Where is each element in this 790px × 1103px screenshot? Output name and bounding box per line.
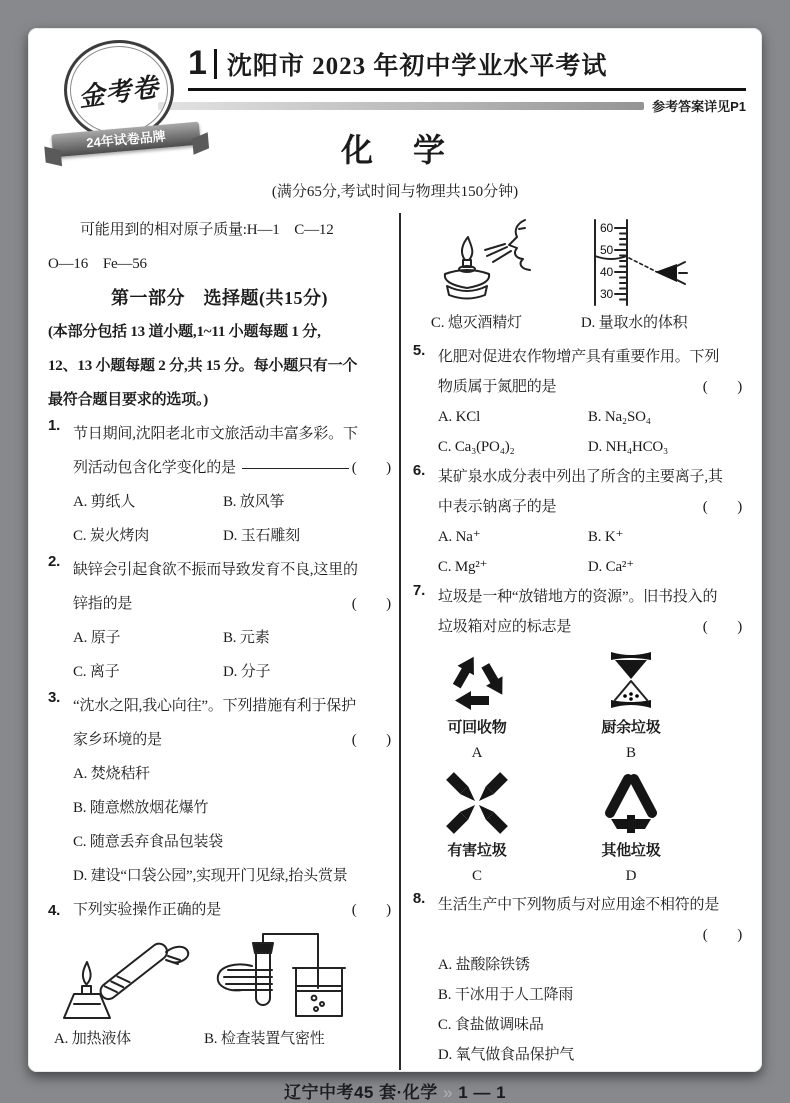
question-5 bbox=[413, 342, 742, 462]
question-stem: 中表示钠离子的是 bbox=[437, 499, 557, 515]
question-stem: 物质属于氮肥的是 bbox=[437, 379, 557, 395]
question-1 bbox=[48, 417, 391, 553]
waste-symbol-letter: C bbox=[472, 868, 482, 884]
option: A. 盐酸除铁锈 bbox=[437, 957, 530, 973]
option: B. 元素 bbox=[223, 630, 270, 646]
eye-icon bbox=[655, 262, 687, 284]
cylinder-tick-label: 30 bbox=[599, 287, 613, 301]
cylinder-tick-label: 40 bbox=[599, 265, 613, 279]
exam-page bbox=[28, 28, 762, 1102]
option: B. Na₂SO₄ bbox=[587, 409, 651, 425]
option: D. 分子 bbox=[223, 664, 271, 680]
brand-ribbon: 24年试卷品牌 bbox=[51, 122, 200, 158]
answer-bracket: ( ) bbox=[702, 499, 742, 515]
option: C. 炭火烤肉 bbox=[73, 528, 150, 544]
answer-bracket: ( ) bbox=[702, 379, 742, 395]
question-7 bbox=[413, 582, 742, 888]
subject-title: 化 学 bbox=[340, 132, 449, 168]
answer-reference: 参考答案详见P1 bbox=[652, 99, 746, 114]
answer-bracket: ( ) bbox=[702, 927, 742, 943]
stem-rule-line bbox=[242, 468, 349, 469]
atomic-mass-line: O—16 Fe—56 bbox=[48, 256, 147, 272]
header-gray-bar bbox=[158, 102, 644, 110]
option: D. 建设“口袋公园”,实现开门见绿,抬头赏景 bbox=[73, 868, 348, 884]
option: D. Ca²⁺ bbox=[587, 559, 634, 575]
question-number: 1. bbox=[48, 417, 61, 434]
option: D. 玉石雕刻 bbox=[223, 528, 300, 544]
question-stem: 家乡环境的是 bbox=[73, 732, 162, 748]
right-column bbox=[399, 213, 742, 1070]
cylinder-tick-label: 60 bbox=[599, 221, 613, 235]
option: A. KCl bbox=[437, 409, 481, 425]
cylinder-tick-label: 50 bbox=[599, 243, 613, 257]
question-stem: “沈水之阳,我心向往”。下列措施有利于保护 bbox=[73, 698, 356, 714]
answer-bracket: ( ) bbox=[351, 902, 391, 918]
option: B. 放风筝 bbox=[223, 494, 285, 510]
header bbox=[188, 28, 746, 115]
section-note: 12、13 小题每题 2 分,共 15 分。每小题只有一个 bbox=[48, 358, 358, 374]
question-2 bbox=[48, 553, 391, 689]
option: C. Mg²⁺ bbox=[437, 559, 488, 575]
waste-symbol-cell bbox=[575, 771, 687, 888]
waste-symbol-letter: B bbox=[626, 745, 636, 761]
question-number: 2. bbox=[48, 553, 61, 570]
series-title: 辽宁中考45 套·化学 bbox=[283, 1083, 438, 1102]
question-number: 8. bbox=[412, 890, 426, 907]
exam-meta: (满分65分,考试时间与物理共150分钟) bbox=[271, 184, 519, 200]
question-stem: 垃圾是一种“放错地方的资源”。旧书投入的 bbox=[437, 589, 718, 605]
answer-bracket: ( ) bbox=[351, 596, 391, 612]
answer-bracket: ( ) bbox=[351, 732, 391, 748]
option: C. Ca₃(PO₄)₂ bbox=[437, 439, 515, 455]
answer-bracket: ( ) bbox=[702, 619, 742, 635]
option: C. 随意丢弃食品包装袋 bbox=[73, 834, 224, 850]
waste-symbol-letter: A bbox=[471, 745, 483, 761]
waste-symbol-label: 厨余垃圾 bbox=[601, 720, 661, 736]
option: B. K⁺ bbox=[587, 529, 624, 545]
left-column bbox=[48, 213, 399, 1070]
answer-bracket: ( ) bbox=[351, 460, 391, 476]
figure-label: A. 加热液体 bbox=[54, 1031, 131, 1047]
figure-label: D. 量取水的体积 bbox=[580, 315, 688, 331]
question-stem: 某矿泉水成分表中列出了所含的主要离子,其 bbox=[437, 469, 723, 485]
section-note: 最符合题目要求的选项。) bbox=[48, 392, 209, 408]
atomic-mass-line: 可能用到的相对原子质量:H—1 C—12 bbox=[80, 222, 334, 238]
heating-liquid-figure bbox=[48, 930, 198, 1022]
question-3 bbox=[48, 689, 391, 893]
index-divider bbox=[214, 49, 217, 79]
question-8 bbox=[413, 890, 742, 1070]
waste-symbol-label: 可回收物 bbox=[447, 720, 507, 736]
airtightness-check-figure bbox=[198, 930, 363, 1022]
waste-symbol-cell bbox=[421, 771, 533, 888]
question-number: 6. bbox=[412, 462, 426, 479]
question-stem: 缺锌会引起食欲不振而导致发育不良,这里的 bbox=[73, 562, 358, 578]
option: A. 剪纸人 bbox=[73, 494, 136, 510]
page-footer bbox=[28, 1078, 762, 1103]
exam-index: 1 bbox=[188, 44, 207, 82]
option: C. 离子 bbox=[73, 664, 120, 680]
option: A. 原子 bbox=[73, 630, 121, 646]
question-stem: 下列实验操作正确的是 bbox=[73, 902, 222, 918]
question-stem: 化肥对促进农作物增产具有重要作用。下列 bbox=[437, 349, 720, 365]
question-stem: 锌指的是 bbox=[73, 596, 133, 612]
extinguish-lamp-figure bbox=[413, 216, 565, 308]
option: B. 随意燃放烟花爆竹 bbox=[73, 800, 209, 816]
option: B. 干冰用于人工降雨 bbox=[437, 987, 574, 1003]
question-4 bbox=[48, 893, 391, 1056]
option: A. Na⁺ bbox=[437, 529, 481, 545]
question-6 bbox=[413, 462, 742, 582]
waste-symbol-letter: D bbox=[625, 868, 637, 884]
option: A. 焚烧秸秆 bbox=[73, 766, 150, 782]
content-columns bbox=[28, 213, 762, 1070]
header-rule bbox=[188, 88, 746, 91]
question-stem: 节日期间,沈阳老北市文旅活动丰富多彩。下 bbox=[73, 426, 358, 442]
figure-label: C. 熄灭酒精灯 bbox=[430, 315, 522, 331]
other-waste-icon bbox=[599, 771, 663, 835]
recycle-icon bbox=[445, 648, 509, 712]
measuring-cylinder-figure bbox=[565, 216, 715, 308]
question-stem: 垃圾箱对应的标志是 bbox=[437, 619, 572, 635]
chevron-icon: » bbox=[442, 1083, 453, 1102]
question-number: 4. bbox=[48, 901, 61, 919]
question-stem: 列活动包含化学变化的是 bbox=[73, 460, 236, 476]
brand-badge bbox=[52, 40, 202, 170]
page-number: 1 — 1 bbox=[458, 1083, 507, 1102]
waste-symbol-label: 其他垃圾 bbox=[601, 843, 661, 859]
question-stem: 生活生产中下列物质与对应用途不相符的是 bbox=[437, 897, 720, 913]
section-note: (本部分包括 13 道小题,1~11 小题每题 1 分, bbox=[48, 324, 321, 340]
exam-title: 沈阳市 2023 年初中学业水平考试 bbox=[226, 52, 608, 80]
question-number: 7. bbox=[412, 582, 426, 599]
section-title: 第一部分 选择题(共15分) bbox=[110, 288, 328, 308]
hazardous-waste-icon bbox=[445, 771, 509, 835]
option: D. NH₄HCO₃ bbox=[587, 439, 669, 455]
option: C. 食盐做调味品 bbox=[437, 1017, 544, 1033]
question-number: 3. bbox=[48, 689, 61, 706]
question-number: 5. bbox=[412, 342, 426, 359]
brand-logo-text: 金考卷 bbox=[77, 71, 162, 112]
waste-symbol-label: 有害垃圾 bbox=[447, 843, 507, 859]
option: D. 氧气做食品保护气 bbox=[437, 1047, 575, 1063]
waste-symbol-cell bbox=[575, 648, 687, 765]
waste-symbol-cell bbox=[421, 648, 533, 765]
kitchen-waste-icon bbox=[599, 648, 663, 712]
figure-label: B. 检查装置气密性 bbox=[204, 1031, 325, 1047]
question-4-figures bbox=[413, 216, 742, 308]
